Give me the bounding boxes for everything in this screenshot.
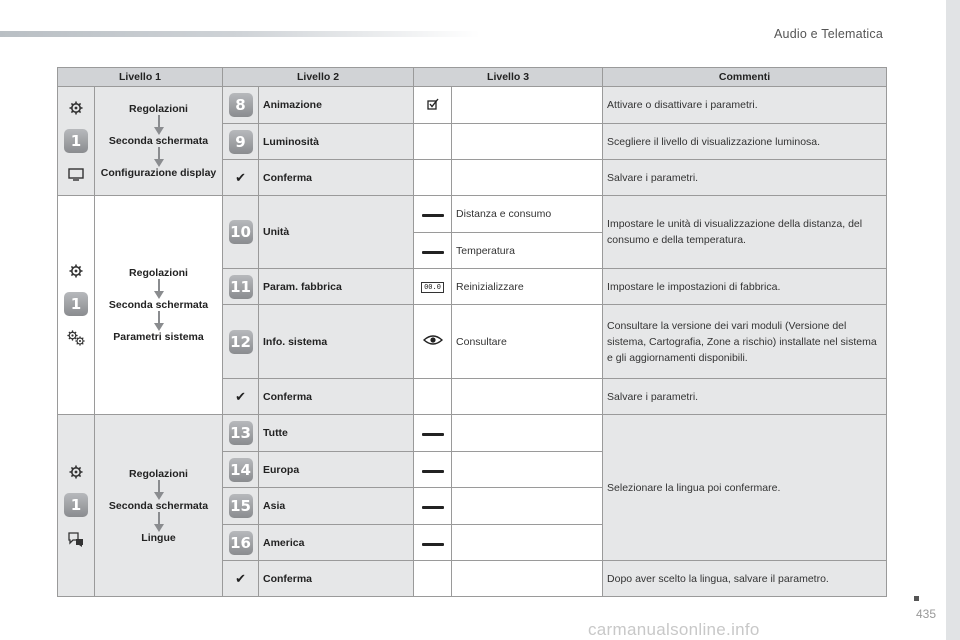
- eye-icon: [423, 334, 443, 346]
- badge-10: 10: [229, 220, 253, 244]
- level3-temperature: Temperatura: [452, 233, 603, 269]
- section-title: Audio e Telematica: [774, 27, 883, 41]
- level2-all: Tutte: [259, 415, 414, 452]
- header-bar: [0, 31, 480, 37]
- page-edge-strip: [946, 0, 960, 640]
- badge-13: 13: [229, 421, 253, 445]
- comment-confirm: Dopo aver scelto la lingua, salvare il parametro.: [603, 561, 887, 597]
- column-header-level1: Livello 1: [58, 68, 223, 87]
- selector-bar-icon: [422, 433, 444, 436]
- badge-12: 12: [229, 330, 253, 354]
- reset-counter-icon: 00.0: [421, 282, 444, 293]
- checkmark-icon: ✔: [235, 388, 246, 404]
- path-step-display-config: Configurazione display: [100, 167, 217, 179]
- selector-bar-icon: [422, 251, 444, 254]
- badge-14: 14: [229, 458, 253, 482]
- level2-system-info: Info. sistema: [259, 305, 414, 379]
- path-step-system-params: Parametri sistema: [113, 331, 204, 343]
- path-step-settings: Regolazioni: [129, 267, 188, 279]
- badge-11: 11: [229, 275, 253, 299]
- arrow-down-icon: [154, 311, 164, 331]
- level1-path-language: [95, 415, 223, 597]
- level3-consult: Consultare: [452, 305, 603, 379]
- comment-system-info: Consultare la versione dei vari moduli (Versione del sistema, Cartografia, Zone a rischio) installate nel sistema e gli aggiornamenti disponibili.: [603, 305, 887, 379]
- arrow-down-icon: [154, 480, 164, 500]
- path-step-second-screen: Seconda schermata: [108, 299, 209, 311]
- page-marker: [914, 596, 919, 601]
- display-config-icon: [68, 167, 84, 181]
- watermark: carmanualsonline.info: [588, 620, 760, 639]
- level2-asia: Asia: [259, 488, 414, 525]
- table-row: [58, 415, 887, 452]
- level3-reset: Reinizializzare: [452, 269, 603, 305]
- selector-bar-icon: [422, 543, 444, 546]
- comment-confirm: Salvare i parametri.: [603, 379, 887, 415]
- arrow-down-icon: [154, 147, 164, 167]
- level2-factory: Param. fabbrica: [259, 269, 414, 305]
- selector-bar-icon: [422, 506, 444, 509]
- comment-units: Impostare le unità di visualizzazione della distanza, del consumo e della temperatura.: [603, 196, 887, 269]
- table-row: [58, 87, 887, 124]
- level1-path-display: [95, 87, 223, 196]
- level2-confirm: Conferma: [259, 561, 414, 597]
- level1-icons-language: [58, 415, 95, 597]
- level2-brightness: Luminosità: [259, 124, 414, 160]
- comment-confirm: Salvare i parametri.: [603, 160, 887, 196]
- level1-icons-system: [58, 196, 95, 415]
- level2-units: Unità: [259, 196, 414, 269]
- comment-language: Selezionare la lingua poi confermare.: [603, 415, 887, 561]
- level2-confirm: Conferma: [259, 160, 414, 196]
- badge-16: 16: [229, 531, 253, 555]
- arrow-down-icon: [154, 279, 164, 299]
- badge-15: 15: [229, 494, 253, 518]
- comment-factory: Impostare le impostazioni di fabbrica.: [603, 269, 887, 305]
- path-step-second-screen: Seconda schermata: [108, 135, 209, 147]
- system-settings-icon: [67, 330, 85, 346]
- level2-animation: Animazione: [259, 87, 414, 124]
- settings-icon: [69, 264, 83, 278]
- button-1-badge: 1: [64, 292, 88, 316]
- checkbox-edit-icon: [427, 98, 439, 110]
- column-header-comments: Commenti: [603, 68, 887, 87]
- language-icon: [67, 531, 85, 547]
- comment-animation: Attivare o disattivare i parametri.: [603, 87, 887, 124]
- checkmark-icon: ✔: [235, 570, 246, 586]
- settings-table: [57, 67, 887, 597]
- column-header-level2: Livello 2: [223, 68, 414, 87]
- level2-confirm: Conferma: [259, 379, 414, 415]
- level1-icons-display: [58, 87, 95, 196]
- selector-bar-icon: [422, 214, 444, 217]
- table-header-row: [58, 68, 887, 87]
- button-1-badge: 1: [64, 493, 88, 517]
- path-step-languages: Lingue: [141, 531, 176, 544]
- arrow-down-icon: [154, 512, 164, 532]
- table-row: [58, 196, 887, 233]
- selector-bar-icon: [422, 470, 444, 473]
- settings-icon: [69, 101, 83, 115]
- badge-8: 8: [229, 93, 253, 117]
- button-1-badge: 1: [64, 129, 88, 153]
- checkmark-icon: ✔: [235, 169, 246, 185]
- page-number: 435: [916, 607, 937, 621]
- badge-9: 9: [229, 130, 253, 154]
- level2-europe: Europa: [259, 452, 414, 488]
- path-step-settings: Regolazioni: [129, 467, 188, 480]
- level3-distance: Distanza e consumo: [452, 196, 603, 233]
- arrow-down-icon: [154, 115, 164, 135]
- level2-america: America: [259, 525, 414, 561]
- comment-brightness: Scegliere il livello di visualizzazione luminosa.: [603, 124, 887, 160]
- settings-icon: [69, 465, 83, 479]
- column-header-level3: Livello 3: [414, 68, 603, 87]
- path-step-settings: Regolazioni: [129, 103, 188, 115]
- level1-path-system: [95, 196, 223, 415]
- path-step-second-screen: Seconda schermata: [108, 499, 209, 512]
